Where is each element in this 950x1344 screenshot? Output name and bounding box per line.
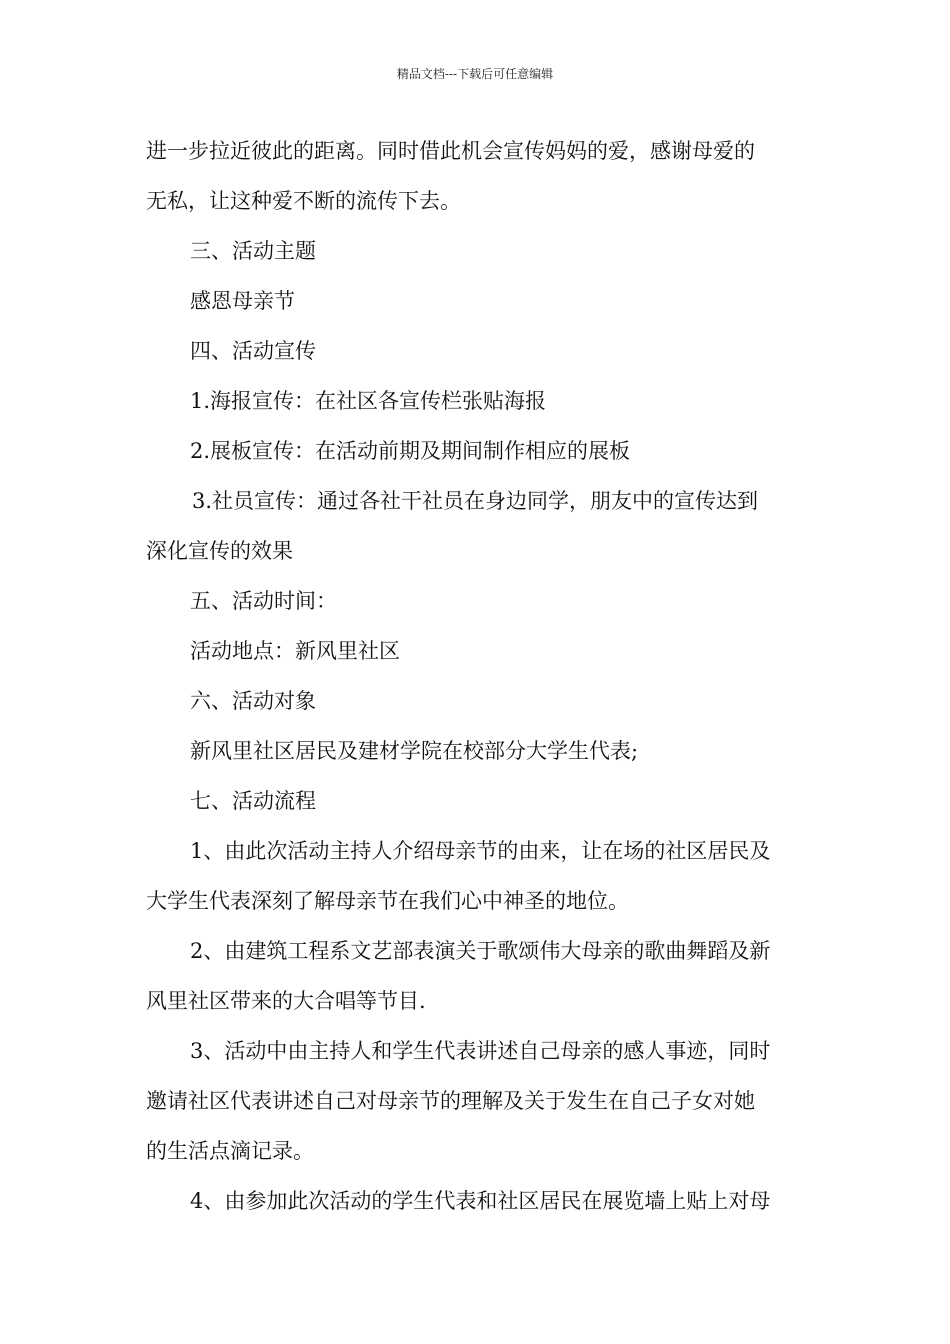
paragraph-line: 进一步拉近彼此的距离。同时借此机会宣传妈妈的爱，感谢母爱的 <box>146 139 755 163</box>
document-body <box>146 126 808 1226</box>
section-heading: 四、活动宣传 <box>190 339 316 363</box>
section-heading: 七、活动流程 <box>190 789 316 813</box>
section-heading: 六、活动对象 <box>190 689 316 713</box>
page-header: 精品文档---下载后可任意编辑 <box>396 67 554 81</box>
section-heading: 五、活动时间： <box>190 589 337 613</box>
list-item: 2.展板宣传：在活动前期及期间制作相应的展板 <box>190 439 631 463</box>
paragraph-line: 无私，让这种爱不断的流传下去。 <box>146 189 461 213</box>
paragraph-line: 深化宣传的效果 <box>146 539 293 563</box>
list-item: 2、由建筑工程系文艺部表演关于歌颂伟大母亲的歌曲舞蹈及新 <box>190 939 771 963</box>
paragraph-line: 感恩母亲节 <box>190 289 295 313</box>
paragraph-line: 的生活点滴记录。 <box>146 1139 314 1163</box>
paragraph-line: 风里社区带来的大合唱等节目. <box>146 989 426 1013</box>
paragraph-line: 大学生代表深刻了解母亲节在我们心中神圣的地位。 <box>146 889 629 913</box>
list-item: 1.海报宣传：在社区各宣传栏张贴海报 <box>190 389 547 413</box>
paragraph-line: 新风里社区居民及建材学院在校部分大学生代表; <box>190 739 639 763</box>
list-item: 1、由此次活动主持人介绍母亲节的由来，让在场的社区居民及 <box>190 839 771 863</box>
paragraph-line: 邀请社区代表讲述自己对母亲节的理解及关于发生在自己子女对她 <box>146 1089 755 1113</box>
list-item: 3.社员宣传：通过各社干社员在身边同学，朋友中的宣传达到 <box>192 489 759 513</box>
section-heading: 三、活动主题 <box>190 239 316 263</box>
paragraph-line: 活动地点：新风里社区 <box>190 639 400 663</box>
list-item: 4、由参加此次活动的学生代表和社区居民在展览墙上贴上对母 <box>190 1189 771 1213</box>
list-item: 3、活动中由主持人和学生代表讲述自己母亲的感人事迹，同时 <box>190 1039 771 1063</box>
